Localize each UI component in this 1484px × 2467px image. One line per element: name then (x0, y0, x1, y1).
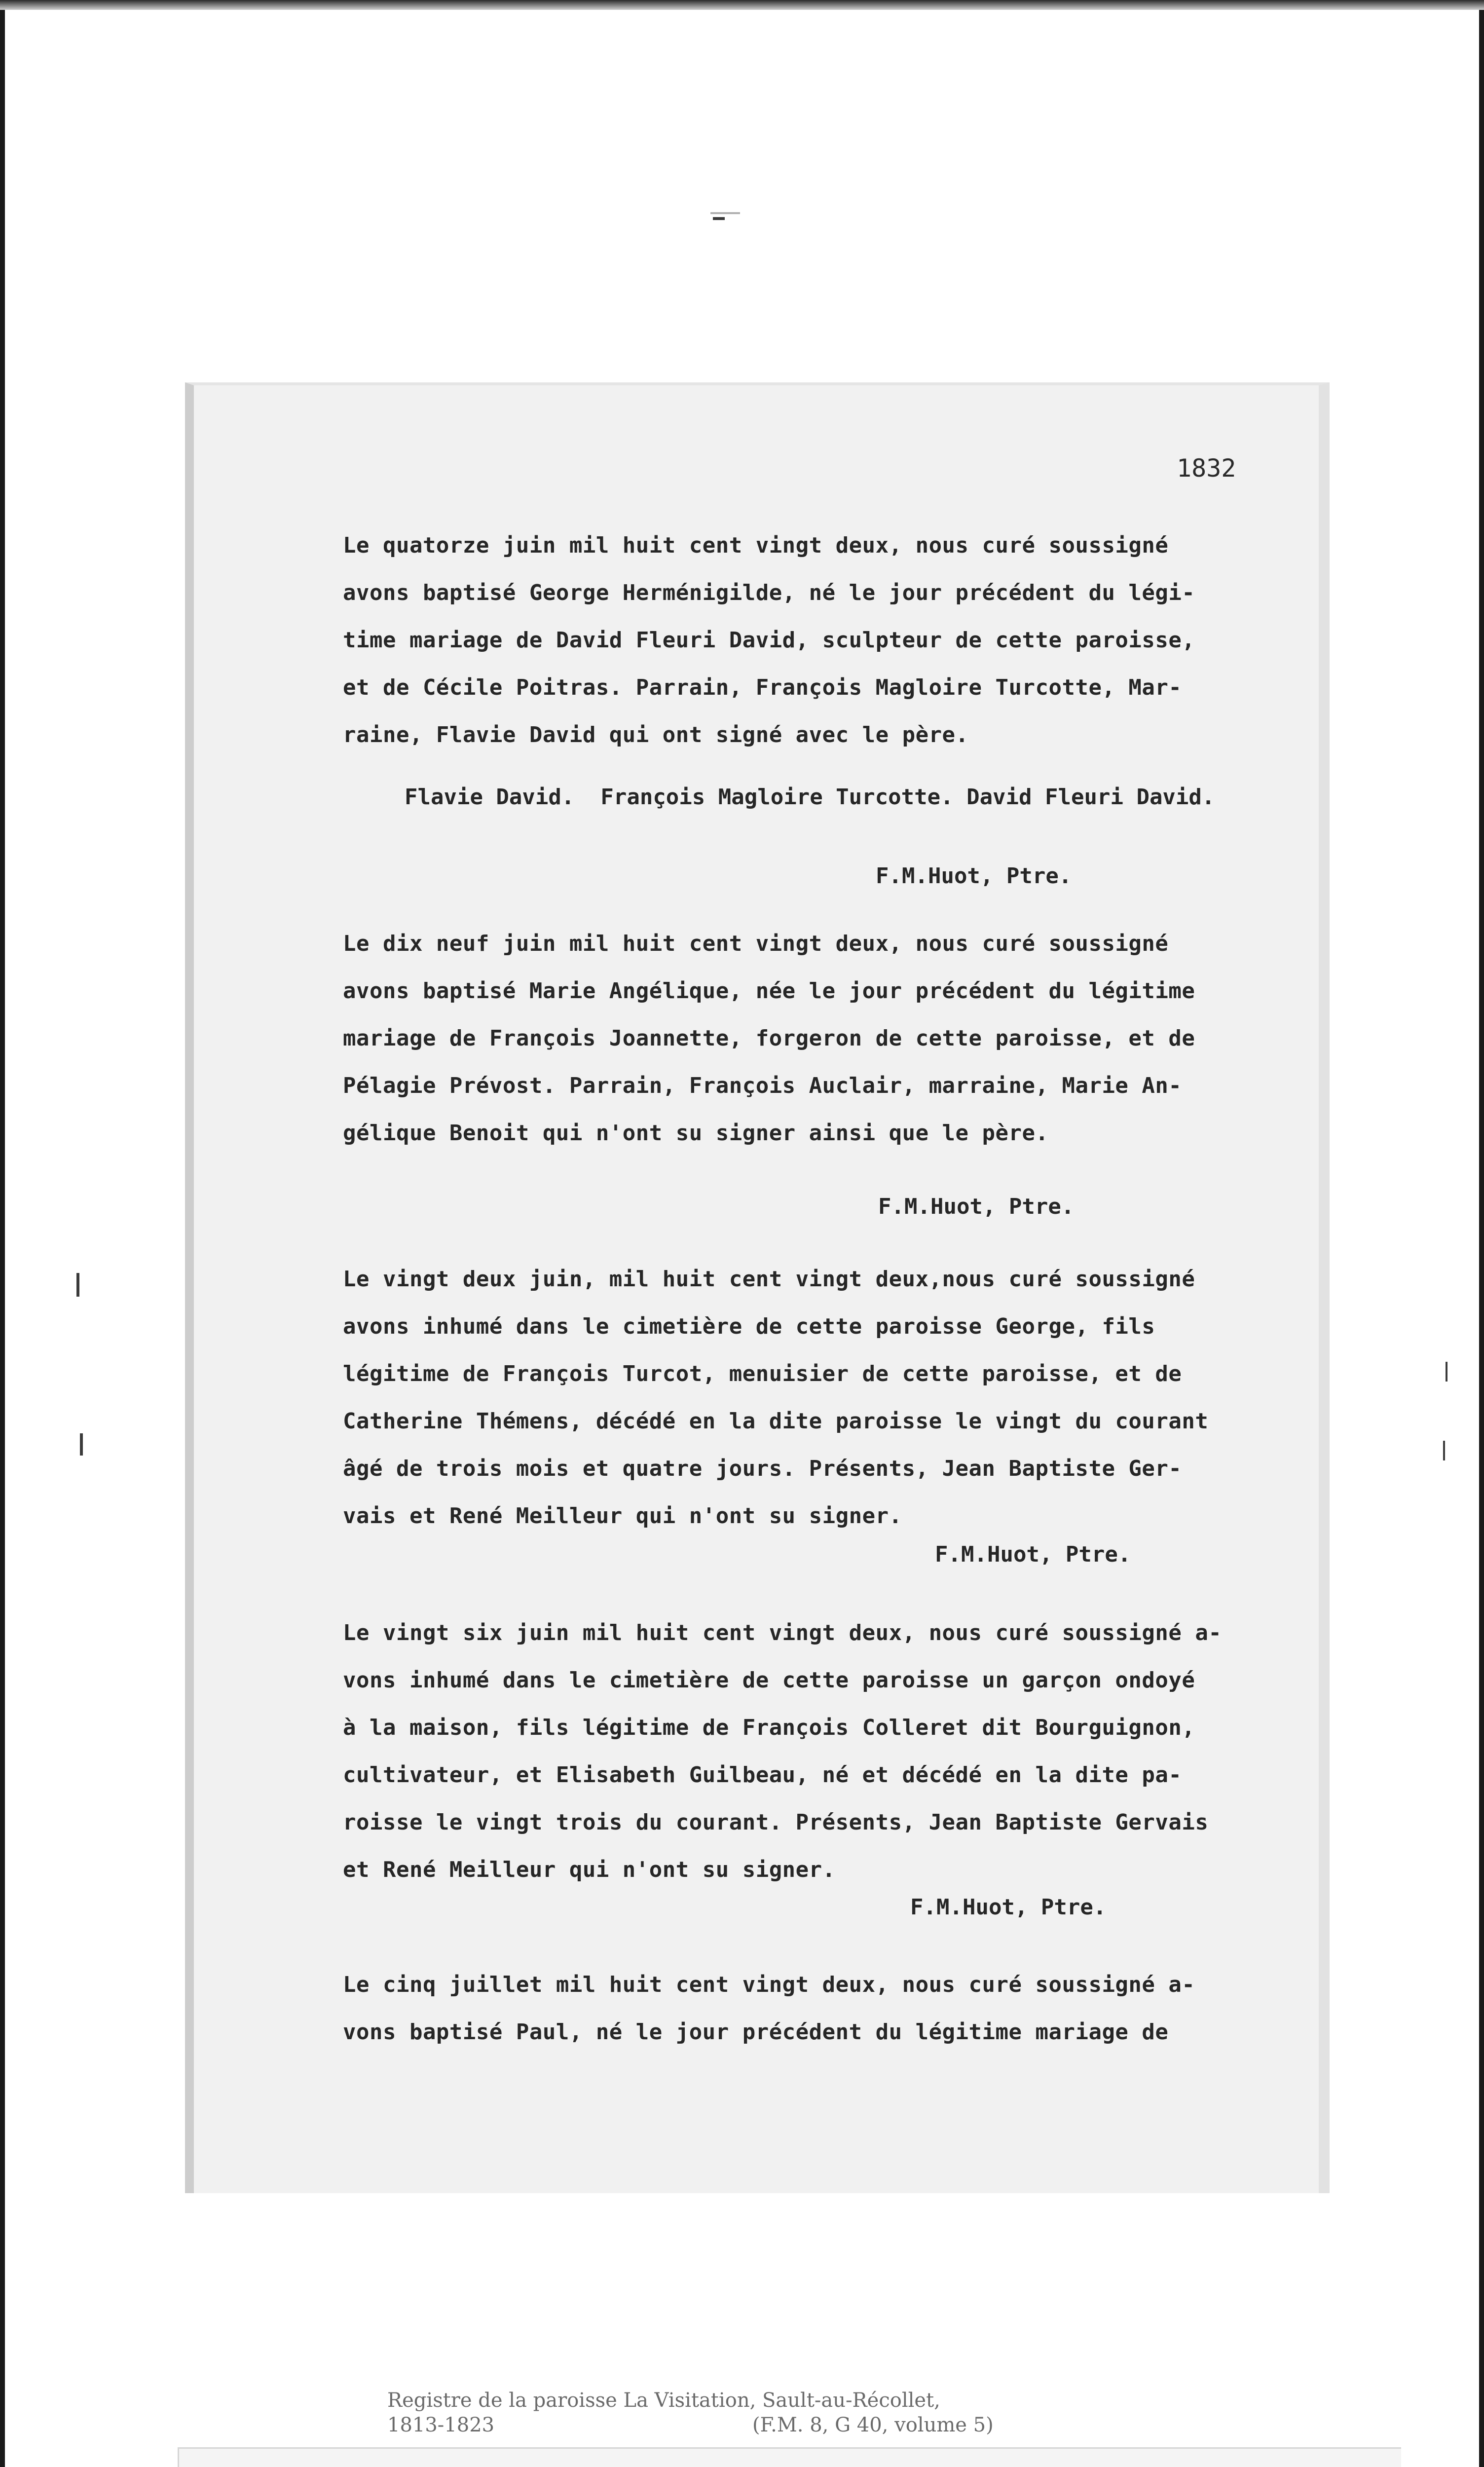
archives-stamp-panel (178, 2447, 1401, 2467)
caption-years: 1813-1823 (387, 2414, 495, 2436)
caption-reference: (F.M. 8, G 40, volume 5) (752, 2414, 994, 2436)
priest-signature: F.M.Huot, Ptre. (876, 863, 1072, 889)
register-entry-burial-infant: Le vingt six juin mil huit cent vingt deux, nous curé soussigné a- vons inhumé dans le cimetière de cette paroisse un garçon ondoyé à la maison, fils légitime de François Colleret dit Bourguignon, cultivateur, et Elisabeth Guilbeau, né et décédé en la dite pa- roisse le vingt trois du courant. Présents, Jean Baptiste Gervais et René Meilleur qui n'ont su signer. (343, 1620, 1222, 1882)
margin-mark (1443, 1441, 1445, 1460)
priest-signature: F.M.Huot, Ptre. (878, 1194, 1075, 1219)
margin-mark (76, 1273, 79, 1297)
priest-signature: F.M.Huot, Ptre. (935, 1542, 1131, 1567)
register-entry-baptism-george: Le quatorze juin mil huit cent vingt deux, nous curé soussigné avons baptisé George Herménigilde, né le jour précédent du légi- time mariage de David Fleuri David, sculpteur de cette paroisse, et de Cécile Poitras. Parrain, François Magloire Turcotte, Mar- raine, Flavie David qui ont signé avec le père. (343, 533, 1195, 748)
margin-mark (1446, 1362, 1447, 1382)
register-entry-burial-george: Le vingt deux juin, mil huit cent vingt deux,nous curé soussigné avons inhumé dans le cimetière de cette paroisse George, fils légitime de François Turcot, menuisier de cette paroisse, et de Catherine Thémens, décédé en la dite paroisse le vingt du courant âgé de trois mois et quatre jours. Présents, Jean Baptiste Ger- vais et René Meilleur qui n'ont su signer. (343, 1267, 1209, 1529)
register-entry-baptism-paul: Le cinq juillet mil huit cent vingt deux, nous curé soussigné a- vons baptisé Paul, né le jour précédent du légitime mariage de (343, 1972, 1195, 2045)
signatures-line: Flavie David. François Magloire Turcotte. David Fleuri David. (405, 785, 1215, 810)
caption-title: Registre de la paroisse La Visitation, Sault-au-Récollet, (387, 2389, 940, 2412)
priest-signature: F.M.Huot, Ptre. (910, 1895, 1107, 1920)
page-number: 1832 (1177, 454, 1236, 483)
register-entry-baptism-marie: Le dix neuf juin mil huit cent vingt deux, nous curé soussigné avons baptisé Marie Angélique, née le jour précédent du légitime mariage de François Joannette, forgeron de cette paroisse, et de Pélagie Prévost. Parrain, François Auclair, marraine, Marie An- gélique Benoit qui n'ont su signer ainsi que le père. (343, 931, 1195, 1146)
archive-caption (387, 2388, 994, 2437)
film-top-edge (0, 0, 1484, 10)
margin-mark (80, 1433, 83, 1456)
margin-mark (710, 212, 740, 214)
margin-mark (713, 217, 725, 220)
